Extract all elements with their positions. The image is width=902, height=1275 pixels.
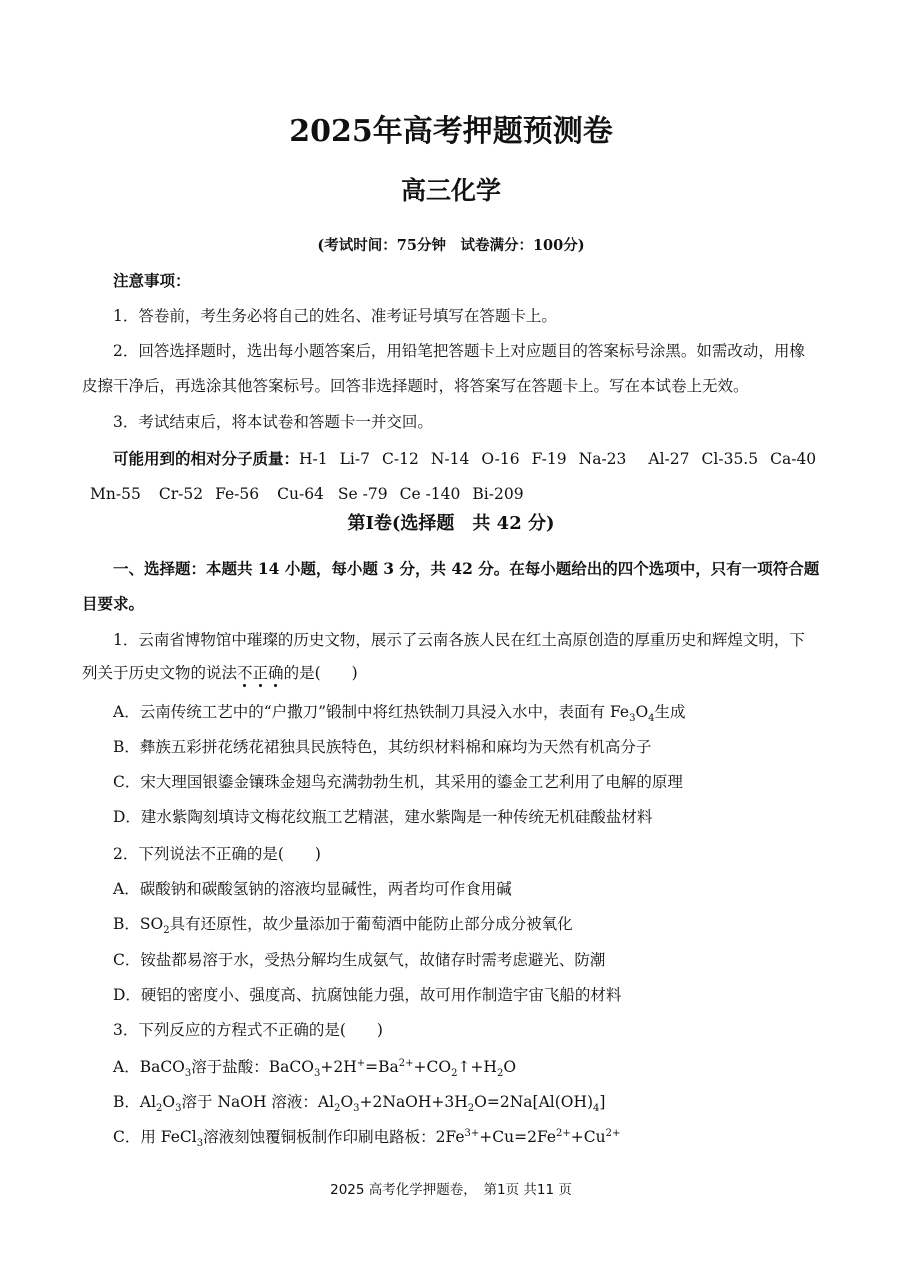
formula-part: +CO (413, 1058, 452, 1076)
q1-stem-tail: 的是( ) (283, 664, 358, 682)
q1-option-a (113, 702, 686, 725)
superscript: 2+ (605, 1127, 621, 1139)
formula-part: 溶液刻蚀覆铜板制作印刷电路板：2Fe (203, 1128, 465, 1146)
q3-option-c (113, 1127, 621, 1150)
mass-item: Fe-56 (215, 485, 260, 503)
mass-item: Cu-64 (277, 485, 324, 503)
formula-part: O (503, 1058, 517, 1076)
mass-item: C-12 (382, 450, 419, 468)
subscript: 2 (156, 1103, 163, 1115)
masses-label: 可能用到的相对分子质量： (113, 449, 300, 468)
note-2-line-2: 皮擦干净后，再选涂其他答案标号。回答非选择题时，将答案写在答题卡上。写在本试卷上无效。 (82, 377, 749, 395)
q1-option-c: C．宋大理国银鎏金镶珠金翅鸟充满勃勃生机，其采用的鎏金工艺利用了电解的原理 (113, 773, 683, 791)
mass-item: Cr-52 (158, 485, 204, 503)
mass-item: F-19 (531, 450, 567, 468)
formula-part: 溶于盐酸：BaCO (191, 1058, 314, 1076)
exam-subtitle: 高三化学 (400, 176, 501, 205)
page-footer: 2025 高考化学押题卷， 第1页 共11 页 (330, 1182, 572, 1198)
formula-part: 溶于 NaOH 溶液：Al (181, 1093, 335, 1111)
q1-option-a-text: A．云南传统工艺中的“户撒刀”锻制中将红热铁制刀具浸入水中，表面有 Fe (113, 703, 630, 721)
note-1: 1．答卷前，考生务必将自己的姓名、准考证号填写在答题卡上。 (113, 307, 557, 325)
mass-item: Mn-55 (90, 485, 141, 503)
q2-stem: 2．下列说法不正确的是( ) (113, 845, 321, 863)
mass-item: Li-7 (339, 450, 370, 468)
formula-part: C．用 FeCl (113, 1128, 197, 1146)
section-instruction-line-1: 一、选择题：本题共 14 小题，每小题 3 分，共 42 分。在每小题给出的四个选项中，只有一项符合题 (113, 559, 820, 578)
formula-part: O (635, 703, 649, 721)
q3-stem: 3．下列反应的方程式不正确的是( ) (113, 1021, 383, 1039)
exam-info: (考试时间：75分钟 试卷满分：100分) (317, 237, 585, 254)
q3-option-b (113, 1092, 606, 1115)
subscript: 3 (629, 713, 636, 725)
superscript: + (356, 1057, 366, 1069)
q2-option-a: A．碳酸钠和碳酸氢钠的溶液均显碱性，两者均可作食用碱 (113, 880, 512, 898)
masses-row-2 (90, 484, 524, 504)
subscript: 3 (313, 1068, 321, 1080)
q2-option-c: C．铵盐都易溶于水，受热分解均生成氨气，故储存时需考虑避光、防潮 (113, 951, 606, 969)
emphasis-char: 正 (252, 664, 269, 682)
formula-part: ] (599, 1093, 606, 1111)
superscript: 2+ (398, 1057, 414, 1069)
mass-item: Se -79 (337, 485, 388, 503)
subscript: 3 (175, 1103, 182, 1115)
formula-part: +Cu (570, 1128, 606, 1146)
notes-heading: 注意事项： (113, 271, 191, 290)
q1-option-a-tail: 生成 (654, 703, 686, 721)
formula-part: +2NaOH+3H (359, 1093, 468, 1111)
note-2-line-1: 2．回答选择题时，选出每小题答案后，用铅笔把答题卡上对应题目的答案标号涂黑。如需改动，用橡 (113, 342, 805, 360)
subscript: 2 (496, 1068, 504, 1080)
emphasis-char: 确 (268, 664, 284, 682)
q1-stem-line-2 (82, 663, 358, 683)
subscript: 2 (467, 1103, 475, 1115)
q1-option-d: D．建水紫陶刻填诗文梅花纹瓶工艺精湛，建水紫陶是一种传统无机硅酸盐材料 (113, 808, 653, 826)
subscript: 2 (163, 925, 170, 937)
subscript: 2 (334, 1103, 341, 1115)
formula-part: O (162, 1093, 176, 1111)
mass-item: H-1 (299, 450, 328, 468)
subscript: 4 (593, 1103, 600, 1115)
section-instruction-line-2: 目要求。 (82, 594, 145, 613)
mass-item: Bi-209 (472, 485, 524, 503)
q2-option-b-text: 具有还原性，故少量添加于葡萄酒中能防止部分成分被氧化 (169, 915, 573, 933)
mass-item: Ce -140 (399, 485, 461, 503)
formula-part: O (340, 1093, 354, 1111)
section-title: 第Ⅰ卷(选择题 共 42 分) (347, 513, 555, 534)
subscript: 3 (353, 1103, 360, 1115)
formula-part: +2H (320, 1058, 357, 1076)
subscript: 2 (451, 1068, 458, 1080)
formula-part: ↑+H (457, 1058, 497, 1076)
q1-stem-line-1: 1．云南省博物馆中璀璨的历史文物，展示了云南各族人民在红土高原创造的厚重历史和辉煌文明，下 (113, 631, 805, 649)
formula-part: +Cu=2Fe (479, 1128, 557, 1146)
q2-option-d: D．硬铝的密度小、强度高、抗腐蚀能力强，故可用作制造宇宙飞船的材料 (113, 986, 622, 1004)
mass-item: Al-27 (648, 450, 690, 468)
q1-option-b: B．彝族五彩拼花绣花裙独具民族特色，其纺织材料棉和麻均为天然有机高分子 (113, 738, 652, 756)
mass-item: O-16 (481, 450, 520, 468)
note-3: 3．考试结束后，将本试卷和答题卡一并交回。 (113, 413, 433, 431)
q2-option-b (113, 914, 573, 937)
formula-part: B．SO (113, 915, 164, 933)
q1-stem-text: 列关于历史文物的说法 (82, 664, 238, 682)
superscript: 3+ (464, 1127, 480, 1139)
mass-item: Na-23 (578, 450, 627, 468)
formula-part: B．Al (113, 1093, 157, 1111)
mass-item: Cl-35.5 (701, 450, 759, 468)
exam-title: 2025年高考押题预测卷 (289, 114, 613, 149)
mass-item: Ca-40 (770, 450, 817, 468)
superscript: 2+ (556, 1127, 571, 1139)
subscript: 3 (184, 1068, 192, 1080)
formula-part: O=2Na[Al(OH) (474, 1093, 594, 1111)
masses-row-1 (113, 449, 816, 469)
q3-option-a (113, 1057, 517, 1080)
subscript: 3 (196, 1138, 204, 1150)
formula-part: =Ba (365, 1058, 399, 1076)
subscript: 4 (648, 713, 655, 725)
mass-item: N-14 (430, 450, 470, 468)
emphasis-char: 不 (237, 664, 253, 682)
formula-part: A．BaCO (113, 1058, 185, 1076)
